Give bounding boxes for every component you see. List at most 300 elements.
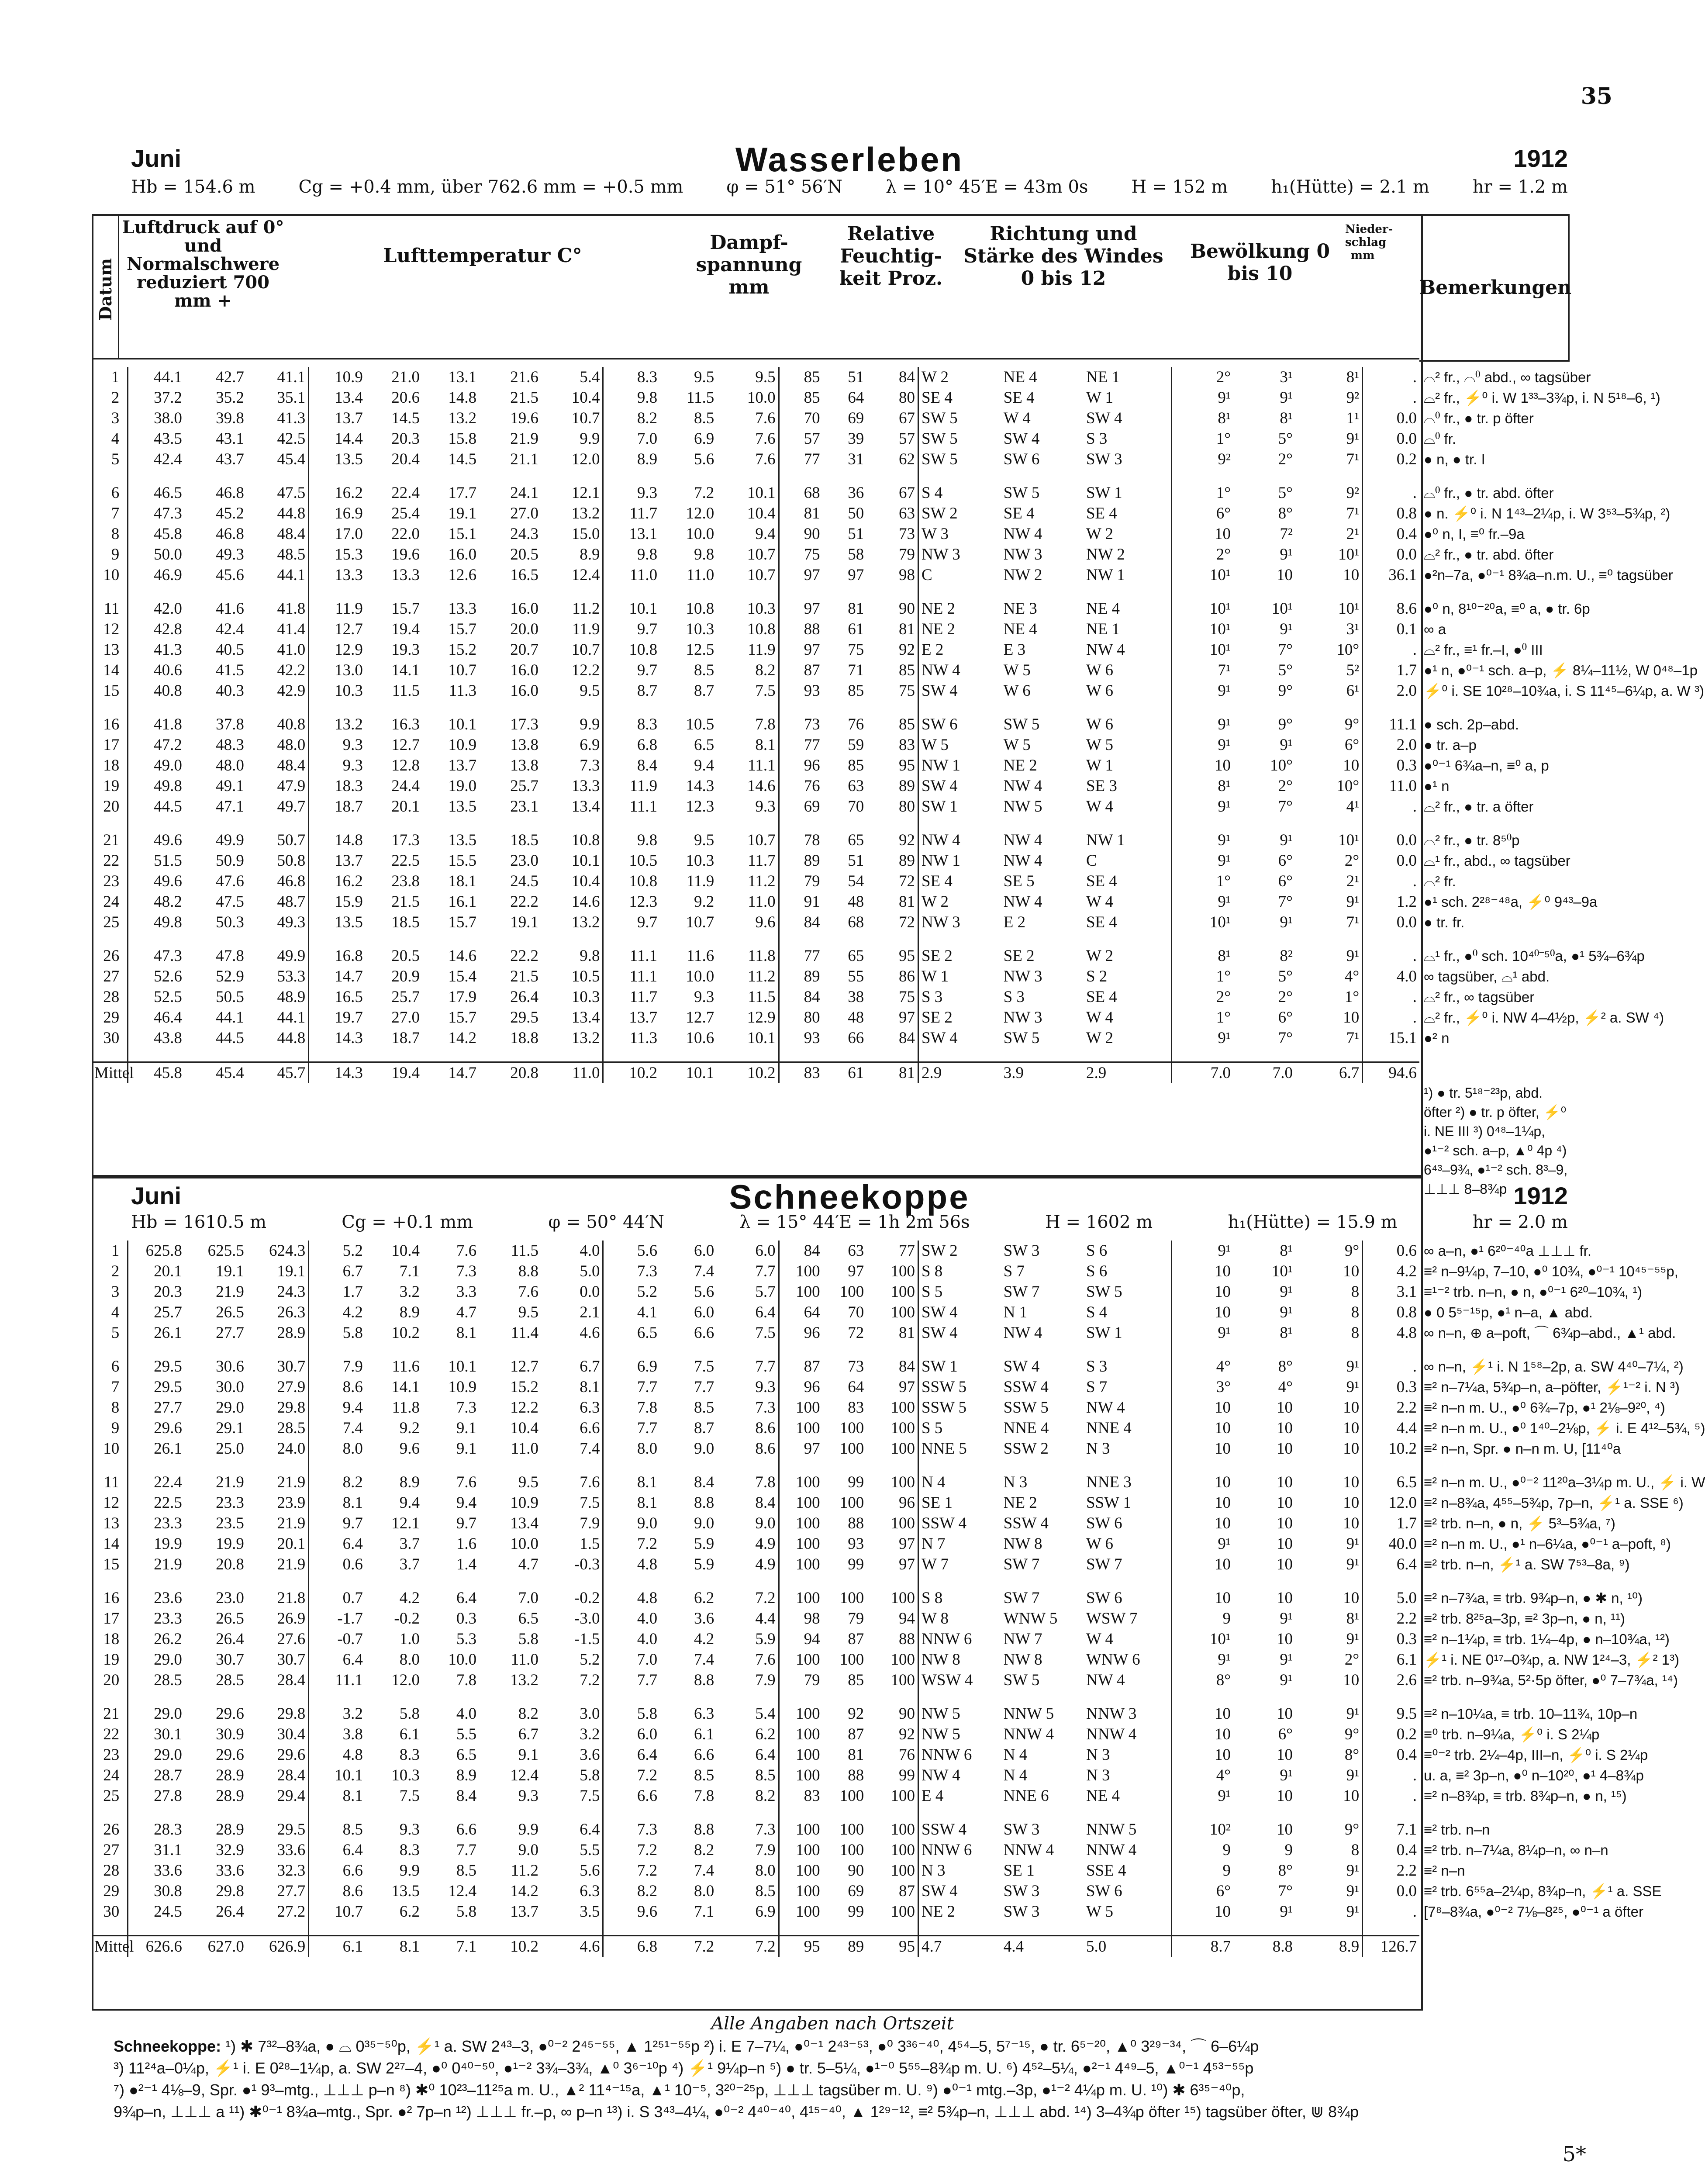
- wasserleben-footnotes: ¹) ● tr. 5¹⁸⁻²³p, abd. öfter ²) ● tr. p öfter, ⚡⁰ i. NE III ³) 0⁴⁸–1¼p, ●¹⁻² sch. a–p, ▲⁰ 4p ⁴) 6⁴³–9¾, ●¹⁻² sch. 8³–9, ⊥⊥⊥ 8–8¾p: [1424, 1085, 1568, 1197]
- data-cell: 24.1: [510, 484, 539, 502]
- data-cell: .: [1412, 368, 1417, 386]
- data-cell: 6.3: [541, 1397, 603, 1418]
- data-cell: 10°: [1295, 639, 1363, 660]
- data-cell: 16.0: [510, 682, 539, 700]
- station-title: Wasserleben: [735, 140, 964, 179]
- data-cell: 9²: [1295, 483, 1363, 503]
- data-cell: NW 4: [1084, 1397, 1171, 1418]
- meta-cg: Cg = +0.4 mm, über 762.6 mm = +0.5 mm: [298, 177, 683, 197]
- table-row: [92, 429, 1419, 449]
- data-cell: 6.9: [637, 1358, 658, 1375]
- data-cell: 3.1: [1396, 1283, 1417, 1301]
- data-cell: 50.5: [216, 988, 244, 1006]
- table-row: [92, 714, 1419, 735]
- data-cell: 8.1: [456, 1324, 477, 1342]
- data-cell: NNE 4: [1084, 1418, 1171, 1438]
- data-cell: NW 4: [1084, 639, 1171, 660]
- data-cell: 9.6: [399, 1440, 420, 1458]
- table-row: [92, 1608, 1419, 1629]
- data-cell: 10.1: [717, 483, 779, 503]
- table-row: [92, 1062, 1419, 1084]
- data-cell: 48.4: [247, 755, 309, 776]
- data-cell: 9¹: [1295, 1629, 1363, 1649]
- data-cell: 8.9: [399, 1303, 420, 1321]
- table-row: [92, 1670, 1419, 1690]
- data-cell: 9.0: [518, 1841, 539, 1859]
- data-cell: 100: [796, 1494, 820, 1512]
- data-cell: 8¹: [1280, 1242, 1293, 1260]
- data-cell: 9.4: [456, 1494, 477, 1512]
- data-cell: 14.4: [335, 430, 363, 448]
- data-cell: 6.1: [399, 1725, 420, 1743]
- data-cell: 23.0: [510, 852, 539, 870]
- data-cell: W 8: [921, 1610, 949, 1628]
- data-cell: 35.1: [247, 387, 309, 408]
- data-cell: 64: [804, 1303, 820, 1321]
- data-cell: 4.1: [637, 1303, 658, 1321]
- data-cell: 9.8: [637, 546, 658, 563]
- data-cell: 40.0: [1388, 1535, 1417, 1553]
- data-cell: 7.5: [399, 1787, 420, 1805]
- data-cell: 22.4: [154, 1473, 182, 1491]
- data-cell: 3.2: [399, 1283, 420, 1301]
- data-cell: 19.4: [391, 620, 420, 638]
- data-cell: SSW 5: [921, 1399, 967, 1417]
- data-cell: 8¹: [1295, 367, 1363, 387]
- data-cell: 29.8: [247, 1397, 309, 1418]
- remark-line: ⌓¹ fr., ●⁰ sch. 10⁴⁰⁻⁵⁰a, ●¹ 5¾–6¾p: [1424, 948, 1645, 964]
- data-cell: 12.9: [717, 1007, 779, 1028]
- data-cell: 96: [804, 1324, 820, 1342]
- data-cell: 100: [839, 1651, 864, 1669]
- data-cell: 3.2: [342, 1705, 363, 1723]
- data-cell: W 2: [921, 368, 949, 386]
- data-cell: 100: [839, 1419, 864, 1437]
- data-cell: 8.2: [717, 1786, 779, 1806]
- data-cell: 26.4: [216, 1903, 244, 1921]
- date-cell: 9: [92, 1418, 128, 1438]
- data-cell: 18.5: [391, 913, 420, 931]
- data-cell: 7.2: [637, 1535, 658, 1553]
- data-cell: 10: [1276, 1535, 1293, 1553]
- remark-line: ⌓² fr., ● tr. a öfter: [1424, 798, 1534, 815]
- data-cell: 2.0: [1396, 682, 1417, 700]
- table-row: [92, 1936, 1419, 1957]
- data-cell: 46.8: [247, 871, 309, 892]
- data-cell: 7.1: [694, 1903, 714, 1921]
- data-cell: 59: [848, 736, 864, 754]
- data-cell: 76: [866, 1745, 918, 1765]
- data-cell: 626.6: [145, 1938, 182, 1956]
- row-gap: [92, 1806, 1419, 1819]
- data-cell: 61: [848, 620, 864, 638]
- data-cell: W 4: [1084, 892, 1171, 912]
- data-cell: 100: [866, 1261, 918, 1282]
- data-cell: NW 7: [1003, 1630, 1042, 1648]
- data-cell: 10¹: [1209, 913, 1231, 931]
- data-cell: 40.8: [247, 714, 309, 735]
- data-cell: 10¹: [1209, 566, 1231, 584]
- data-cell: 46.4: [154, 1009, 182, 1026]
- data-cell: 19.1: [510, 913, 539, 931]
- data-cell: 10.5: [686, 715, 714, 733]
- data-cell: 10.3: [686, 852, 714, 870]
- data-cell: .: [1412, 641, 1417, 659]
- data-cell: 50.8: [247, 850, 309, 871]
- data-cell: 97: [848, 566, 864, 584]
- data-cell: 6.7: [541, 1356, 603, 1377]
- data-cell: 9¹: [1218, 1787, 1231, 1805]
- data-cell: SSW 5: [1003, 1399, 1049, 1417]
- data-cell: 27.7: [216, 1324, 244, 1342]
- data-cell: 3¹: [1280, 368, 1293, 386]
- data-cell: 13.3: [448, 600, 477, 618]
- data-cell: 30.0: [216, 1378, 244, 1396]
- data-cell: 29.6: [216, 1746, 244, 1764]
- data-cell: 49.1: [216, 777, 244, 795]
- data-cell: 1°: [1216, 484, 1231, 502]
- table-row: [92, 565, 1419, 585]
- data-cell: 5.4: [541, 367, 603, 387]
- data-cell: 15.2: [510, 1378, 539, 1396]
- data-cell: 100: [796, 1746, 820, 1764]
- data-cell: 2°: [1278, 988, 1293, 1006]
- data-cell: 9.9: [518, 1821, 539, 1838]
- data-cell: 25.7: [154, 1303, 182, 1321]
- data-cell: 26.4: [216, 1630, 244, 1648]
- data-cell: 10.3: [391, 1766, 420, 1784]
- data-cell: NW 3: [1003, 1009, 1042, 1026]
- data-cell: 10.0: [448, 1651, 477, 1669]
- data-cell: SE 1: [921, 1494, 953, 1512]
- data-cell: NW 4: [921, 1766, 960, 1784]
- bemerkungen-heading: Bemerkungen: [1419, 214, 1570, 362]
- data-cell: 0.7: [342, 1589, 363, 1607]
- data-cell: N 3: [1003, 1473, 1028, 1491]
- data-cell: 11.7: [717, 850, 779, 871]
- data-cell: 42.0: [154, 600, 182, 618]
- data-cell: 13.5: [391, 1882, 420, 1900]
- data-cell: 18.8: [510, 1029, 539, 1047]
- data-cell: 50.3: [216, 913, 244, 931]
- data-cell: 10: [1295, 1261, 1363, 1282]
- data-cell: W 7: [921, 1555, 949, 1573]
- data-cell: 100: [796, 1903, 820, 1921]
- data-cell: 2.2: [1396, 1399, 1417, 1417]
- data-cell: 93: [804, 1029, 820, 1047]
- data-cell: 4.2: [399, 1589, 420, 1607]
- data-cell: 11.9: [629, 777, 658, 795]
- data-cell: 5²: [1295, 660, 1363, 681]
- data-cell: E 4: [921, 1787, 944, 1805]
- data-cell: SSW 4: [1003, 1514, 1049, 1532]
- data-cell: 7.2: [637, 1766, 658, 1784]
- data-cell: 100: [866, 1588, 918, 1608]
- year-label: 1912: [1513, 145, 1568, 172]
- data-cell: 10.6: [686, 1029, 714, 1047]
- data-cell: SW 5: [1003, 1029, 1040, 1047]
- data-cell: 4.2: [342, 1303, 363, 1321]
- data-cell: 14.3: [335, 1064, 363, 1082]
- data-cell: 44.5: [154, 798, 182, 816]
- data-cell: 6.6: [694, 1324, 714, 1342]
- date-cell: 2: [92, 387, 128, 408]
- data-cell: 11.7: [629, 505, 658, 522]
- data-cell: 7.3: [637, 1262, 658, 1280]
- data-cell: 87: [804, 661, 820, 679]
- data-cell: 9¹: [1295, 1901, 1363, 1922]
- data-cell: 2°: [1295, 850, 1363, 871]
- data-cell: 6.9: [541, 735, 603, 755]
- data-cell: 12.6: [448, 566, 477, 584]
- data-cell: S 8: [921, 1589, 943, 1607]
- table-row: [92, 660, 1419, 681]
- date-cell: 20: [92, 1670, 128, 1690]
- data-cell: NNW 5: [1003, 1705, 1054, 1723]
- data-cell: 8.5: [717, 1881, 779, 1901]
- data-cell: 8.4: [637, 757, 658, 774]
- data-cell: 48.7: [247, 892, 309, 912]
- data-cell: 20.1: [247, 1534, 309, 1554]
- data-cell: 18.1: [448, 872, 477, 890]
- data-cell: 19.1: [216, 1262, 244, 1280]
- data-cell: 9.5: [541, 681, 603, 701]
- data-cell: 94: [804, 1630, 820, 1648]
- year-label: 1912: [1513, 1182, 1568, 1209]
- data-cell: SW 2: [921, 1242, 958, 1260]
- data-cell: 10: [1215, 1725, 1231, 1743]
- data-cell: 6.1: [342, 1938, 363, 1956]
- data-cell: 92: [848, 1705, 864, 1723]
- data-cell: 10: [1276, 1514, 1293, 1532]
- data-cell: 8.1: [717, 735, 779, 755]
- data-cell: 0.3: [1396, 757, 1417, 774]
- data-cell: 0.8: [1396, 505, 1417, 522]
- data-cell: 7.0: [637, 1651, 658, 1669]
- data-cell: 87: [848, 1725, 864, 1743]
- data-cell: 52.9: [216, 968, 244, 985]
- data-cell: 100: [796, 1651, 820, 1669]
- remark-line: ⌓⁰ fr., ● tr. p öfter: [1424, 410, 1534, 426]
- data-cell: NW 4: [1003, 1324, 1042, 1342]
- meta-hb: Hb = 1610.5 m: [131, 1212, 267, 1232]
- data-cell: 1¹: [1295, 408, 1363, 429]
- data-cell: 13.7: [448, 757, 477, 774]
- data-cell: 8.5: [717, 1765, 779, 1786]
- data-cell: 0.4: [1396, 525, 1417, 543]
- data-cell: 95: [866, 755, 918, 776]
- data-cell: 3.6: [541, 1745, 603, 1765]
- data-cell: NW 3: [1003, 968, 1042, 985]
- data-cell: NW 5: [1003, 798, 1042, 816]
- data-cell: 83: [866, 735, 918, 755]
- data-cell: 10¹: [1271, 600, 1293, 618]
- data-cell: 19.9: [154, 1535, 182, 1553]
- data-cell: 20.4: [391, 450, 420, 468]
- remark-line: ⌓² fr.: [1424, 873, 1456, 889]
- data-cell: 11.9: [335, 600, 363, 618]
- data-cell: NNW 4: [1003, 1725, 1054, 1743]
- data-cell: 28.7: [154, 1766, 182, 1784]
- data-cell: 10.1: [717, 1028, 779, 1048]
- remark-line: ⌓² fr., ∞ tagsüber: [1424, 989, 1535, 1005]
- data-cell: 49.6: [154, 872, 182, 890]
- data-cell: 6°: [1295, 735, 1363, 755]
- data-cell: 22.2: [510, 893, 539, 911]
- date-cell: 30: [92, 1901, 128, 1922]
- data-cell: 0.0: [1396, 831, 1417, 849]
- data-cell: 8.5: [694, 409, 714, 427]
- data-cell: NW 5: [921, 1705, 960, 1723]
- table-row: [92, 735, 1419, 755]
- data-cell: 9.1: [456, 1419, 477, 1437]
- data-cell: 15.7: [448, 620, 477, 638]
- data-cell: 41.5: [216, 661, 244, 679]
- data-cell: 9°: [1278, 682, 1293, 700]
- data-cell: 9¹: [1218, 831, 1231, 849]
- data-cell: 11.8: [392, 1399, 420, 1417]
- data-cell: 14.6: [448, 947, 477, 965]
- column-header-block: [92, 214, 1419, 359]
- data-cell: 9.4: [342, 1399, 363, 1417]
- data-cell: 32.3: [247, 1860, 309, 1881]
- data-cell: 9¹: [1280, 1283, 1293, 1301]
- data-cell: W 5: [1003, 661, 1031, 679]
- data-cell: SE 3: [1084, 776, 1171, 796]
- data-cell: 11.9: [717, 639, 779, 660]
- remark-line: ≡² trb. n–7¼a, 8¼p–n, ∞ n–n: [1424, 1842, 1608, 1858]
- data-cell: SW 4: [1003, 430, 1040, 448]
- data-cell: 100: [839, 1494, 864, 1512]
- date-cell: 9: [92, 544, 128, 565]
- remark-line: ● sch. 2p–abd.: [1424, 716, 1519, 733]
- data-cell: S 4: [921, 484, 943, 502]
- data-cell: 4.6: [541, 1936, 603, 1957]
- data-cell: 19.6: [510, 409, 539, 427]
- row-gap: [92, 1343, 1419, 1356]
- data-cell: 7.4: [541, 1438, 603, 1459]
- date-cell: 1: [92, 1241, 128, 1261]
- meta-lambda: λ = 15° 44′E = 1h 2m 56s: [739, 1212, 970, 1232]
- data-cell: 10¹: [1271, 1262, 1293, 1280]
- data-cell: 100: [866, 1819, 918, 1840]
- data-cell: 10.8: [629, 641, 658, 659]
- data-cell: 10.1: [629, 600, 658, 618]
- data-cell: 28.5: [154, 1671, 182, 1689]
- data-cell: 10¹: [1209, 1630, 1231, 1648]
- data-cell: 13.5: [448, 831, 477, 849]
- data-cell: 50.0: [154, 546, 182, 563]
- data-cell: 18.7: [391, 1029, 420, 1047]
- data-cell: 47.3: [154, 505, 182, 522]
- data-cell: 42.4: [216, 620, 244, 638]
- data-cell: 4°: [1295, 966, 1363, 987]
- remark-line: ●²n–7a, ●⁰⁻¹ 8¾a–n.m. U., ≡⁰ tagsüber: [1424, 567, 1673, 583]
- date-cell: 26: [92, 946, 128, 966]
- data-cell: 38.0: [154, 409, 182, 427]
- data-cell: 100: [796, 1555, 820, 1573]
- data-cell: 100: [866, 1438, 918, 1459]
- data-cell: 69: [848, 409, 864, 427]
- date-cell: 1: [92, 367, 128, 387]
- data-cell: NNW 6: [921, 1841, 972, 1859]
- data-cell: SSW 5: [921, 1378, 967, 1396]
- data-cell: 4.2: [694, 1630, 714, 1648]
- data-cell: -0.7: [337, 1630, 363, 1648]
- data-cell: 4.6: [541, 1323, 603, 1343]
- remark-line: ≡² n–7¼a, 5¾p–n, a–pöfter, ⚡¹⁻² i. N ³): [1424, 1379, 1680, 1395]
- data-cell: 3.6: [694, 1610, 714, 1628]
- table-row: [92, 871, 1419, 892]
- data-cell: 10.7: [717, 830, 779, 850]
- table-row: [92, 1840, 1419, 1860]
- data-cell: 14.8: [335, 831, 363, 849]
- data-cell: 47.2: [154, 736, 182, 754]
- data-cell: 2.1: [541, 1302, 603, 1323]
- data-cell: SW 1: [921, 1358, 958, 1375]
- data-cell: 5.6: [694, 450, 714, 468]
- data-cell: 6.5: [637, 1324, 658, 1342]
- data-cell: 4.8: [342, 1746, 363, 1764]
- data-cell: 88: [866, 1629, 918, 1649]
- data-cell: 45.6: [216, 566, 244, 584]
- data-cell: 7.1: [456, 1938, 477, 1956]
- footer-line: ⁷) ●²⁻¹ 4⅛–9, Spr. ●¹ 9³–mtg., ⊥⊥⊥ p–n ⁸) ✱⁰ 10²³–11²⁵a m. U., ▲² 11⁴⁻¹⁵a, ▲¹ 10⁻⁵, 3²⁰⁻²⁵p, ⊥⊥⊥ tagsüber m. U. ⁹) ●⁰⁻¹ mtg.–3p, ●¹⁻² 4¼p m. U. ¹⁰) ✱ 6³⁵⁻⁴⁰p,: [114, 2081, 1245, 2099]
- data-cell: 100: [796, 1514, 820, 1532]
- data-cell: 12.0: [1388, 1494, 1417, 1512]
- date-cell: 26: [92, 1819, 128, 1840]
- data-cell: SE 2: [1003, 947, 1035, 965]
- data-cell: W 2: [1084, 1028, 1171, 1048]
- data-cell: 100: [839, 1283, 864, 1301]
- data-cell: 10: [1276, 1746, 1293, 1764]
- data-cell: SW 6: [1084, 1513, 1171, 1534]
- data-cell: 5.9: [694, 1535, 714, 1553]
- data-cell: 10: [1295, 1670, 1363, 1690]
- data-cell: 51: [848, 525, 864, 543]
- data-cell: 3.2: [541, 1724, 603, 1745]
- data-cell: NNE 4: [1003, 1419, 1049, 1437]
- data-cell: 90: [804, 525, 820, 543]
- data-cell: -0.2: [394, 1610, 420, 1628]
- data-cell: 10.4: [541, 871, 603, 892]
- data-cell: NNW 3: [1084, 1704, 1171, 1724]
- table-row: [92, 776, 1419, 796]
- data-cell: 100: [866, 1786, 918, 1806]
- data-cell: .: [1412, 1009, 1417, 1026]
- data-cell: 48.2: [154, 893, 182, 911]
- data-cell: 9¹: [1218, 1535, 1231, 1553]
- data-cell: 7.0: [518, 1589, 539, 1607]
- data-cell: 28.4: [247, 1765, 309, 1786]
- data-cell: SW 6: [1084, 1881, 1171, 1901]
- data-cell: W 4: [1084, 1007, 1171, 1028]
- data-cell: 77: [804, 947, 820, 965]
- data-cell: 20.1: [391, 798, 420, 816]
- data-cell: 10.3: [717, 598, 779, 619]
- table-row: [92, 1860, 1419, 1881]
- data-cell: S 2: [1084, 966, 1171, 987]
- data-cell: 11.0: [511, 1440, 539, 1458]
- data-cell: 21.5: [510, 968, 539, 985]
- date-cell: Mittel: [92, 1062, 128, 1084]
- data-cell: 13.1: [448, 368, 477, 386]
- data-cell: 8.4: [456, 1787, 477, 1805]
- data-cell: 10.0: [717, 387, 779, 408]
- data-cell: SE 4: [1003, 505, 1035, 522]
- date-cell: 15: [92, 1554, 128, 1575]
- meta-hr: hr = 2.0 m: [1472, 1212, 1568, 1232]
